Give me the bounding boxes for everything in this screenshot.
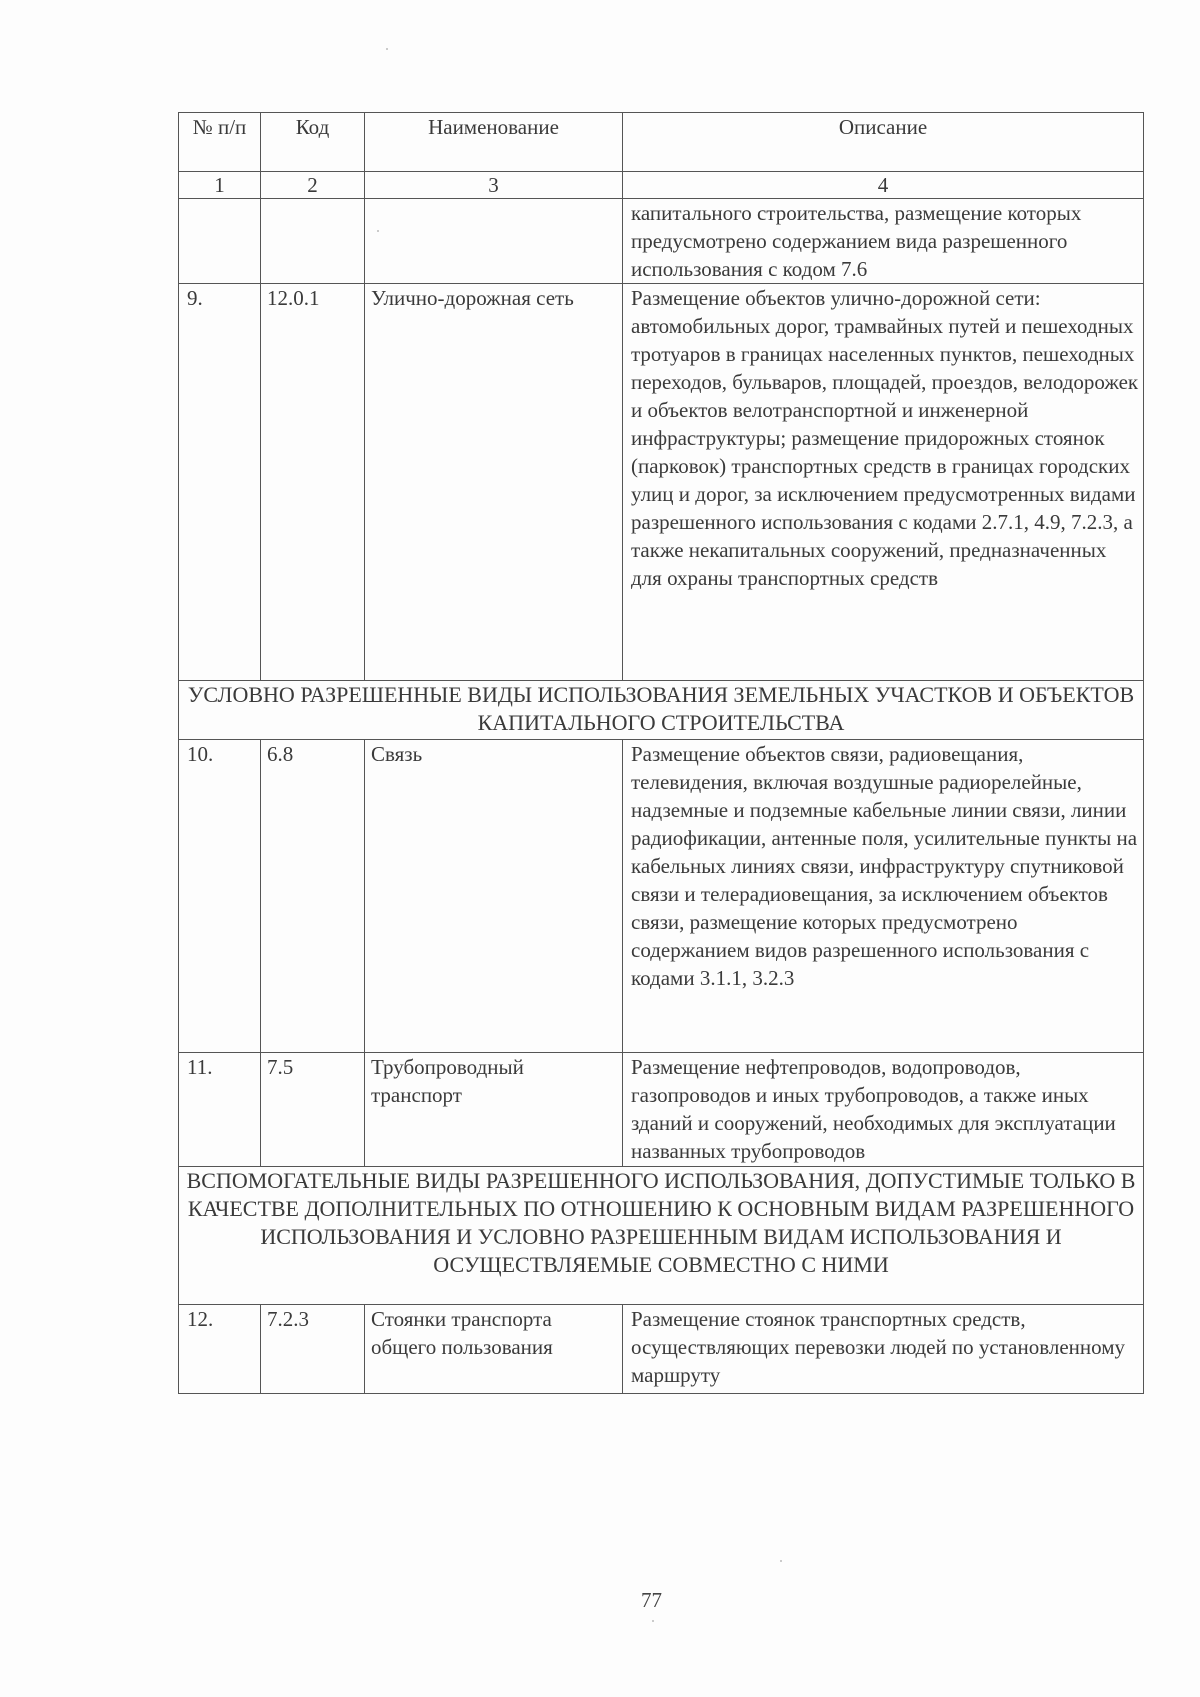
row-code [261,199,365,284]
column-number: 1 [179,172,261,199]
land-use-table [178,112,1144,1394]
row-name: Трубопроводный транспорт [365,1053,623,1167]
row-code: 7.2.3 [261,1305,365,1394]
row-name: Стоянки транспорта общего пользования [365,1305,623,1394]
row-number: 11. [179,1053,261,1167]
row-name: Улично-дорожная сеть [365,284,623,681]
row-name [365,199,623,284]
header-name: Наименование [365,113,623,172]
table-header-row [179,113,1144,172]
table-row [179,1053,1144,1167]
row-number: 12. [179,1305,261,1394]
table-row [179,284,1144,681]
section-heading-conditional: УСЛОВНО РАЗРЕШЕННЫЕ ВИДЫ ИСПОЛЬЗОВАНИЯ ЗЕМЕЛЬНЫХ УЧАСТКОВ И ОБЪЕКТОВ КАПИТАЛЬНОГО СТРОИТЕЛЬСТВА [179,681,1144,740]
table-row [179,199,1144,284]
scan-speck [386,48,388,50]
row-description: Размещение объектов улично-дорожной сети: автомобильных дорог, трамвайных путей и пешеходных тротуаров в границах населенных пунктов, пешеходных переходов, бульваров, площадей, проездов, велодорожек и объектов велотранспортной и инженерной инфраструктуры; размещение придорожных стоянок (парковок) транспортных средств в границах городских улиц и дорог, за исключением предусмотренных видами разрешенного использования с кодами 2.7.1, 4.9, 7.2.3, а также некапитальных сооружений, предназначенных для охраны транспортных средств [623,284,1144,681]
row-code: 12.0.1 [261,284,365,681]
scan-speck [377,230,379,232]
section-heading-auxiliary: ВСПОМОГАТЕЛЬНЫЕ ВИДЫ РАЗРЕШЕННОГО ИСПОЛЬЗОВАНИЯ, ДОПУСТИМЫЕ ТОЛЬКО В КАЧЕСТВЕ ДОПОЛНИТЕЛЬНЫХ ПО ОТНОШЕНИЮ К ОСНОВНЫМ ВИДАМ РАЗРЕШЕННОГО ИСПОЛЬЗОВАНИЯ И УСЛОВНО РАЗРЕШЕННЫМ ВИДАМ ИСПОЛЬЗОВАНИЯ И ОСУЩЕСТВЛЯЕМЫЕ СОВМЕСТНО С НИМИ [179,1167,1144,1305]
row-number: 9. [179,284,261,681]
column-number: 3 [365,172,623,199]
header-number: № п/п [179,113,261,172]
row-description: Размещение объектов связи, радиовещания, телевидения, включая воздушные радиорелейные, надземные и подземные кабельные линии связи, линии радиофикации, антенные поля, усилительные пункты на кабельных линиях связи, инфраструктуру спутниковой связи и телерадиовещания, за исключением объектов связи, размещение которых предусмотрено содержанием видов разрешенного использования с кодами 3.1.1, 3.2.3 [623,740,1144,1053]
column-number: 2 [261,172,365,199]
section-heading-row [179,681,1144,740]
section-heading-row [179,1167,1144,1305]
row-number [179,199,261,284]
row-code: 7.5 [261,1053,365,1167]
column-numbering-row [179,172,1144,199]
row-number: 10. [179,740,261,1053]
scan-speck [652,1620,654,1622]
table-row [179,1305,1144,1394]
header-description: Описание [623,113,1144,172]
table-row [179,740,1144,1053]
row-name: Связь [365,740,623,1053]
column-number: 4 [623,172,1144,199]
row-description: Размещение стоянок транспортных средств, осуществляющих перевозки людей по установленному маршруту [623,1305,1144,1394]
row-code: 6.8 [261,740,365,1053]
header-code: Код [261,113,365,172]
page-number: 77 [641,1588,662,1612]
scan-speck [780,1560,782,1562]
row-description: Размещение нефтепроводов, водопроводов, газопроводов и иных трубопроводов, а также иных зданий и сооружений, необходимых для эксплуатации названных трубопроводов [623,1053,1144,1167]
row-description: капитального строительства, размещение которых предусмотрено содержанием вида разрешенного использования с кодом 7.6 [623,199,1144,284]
